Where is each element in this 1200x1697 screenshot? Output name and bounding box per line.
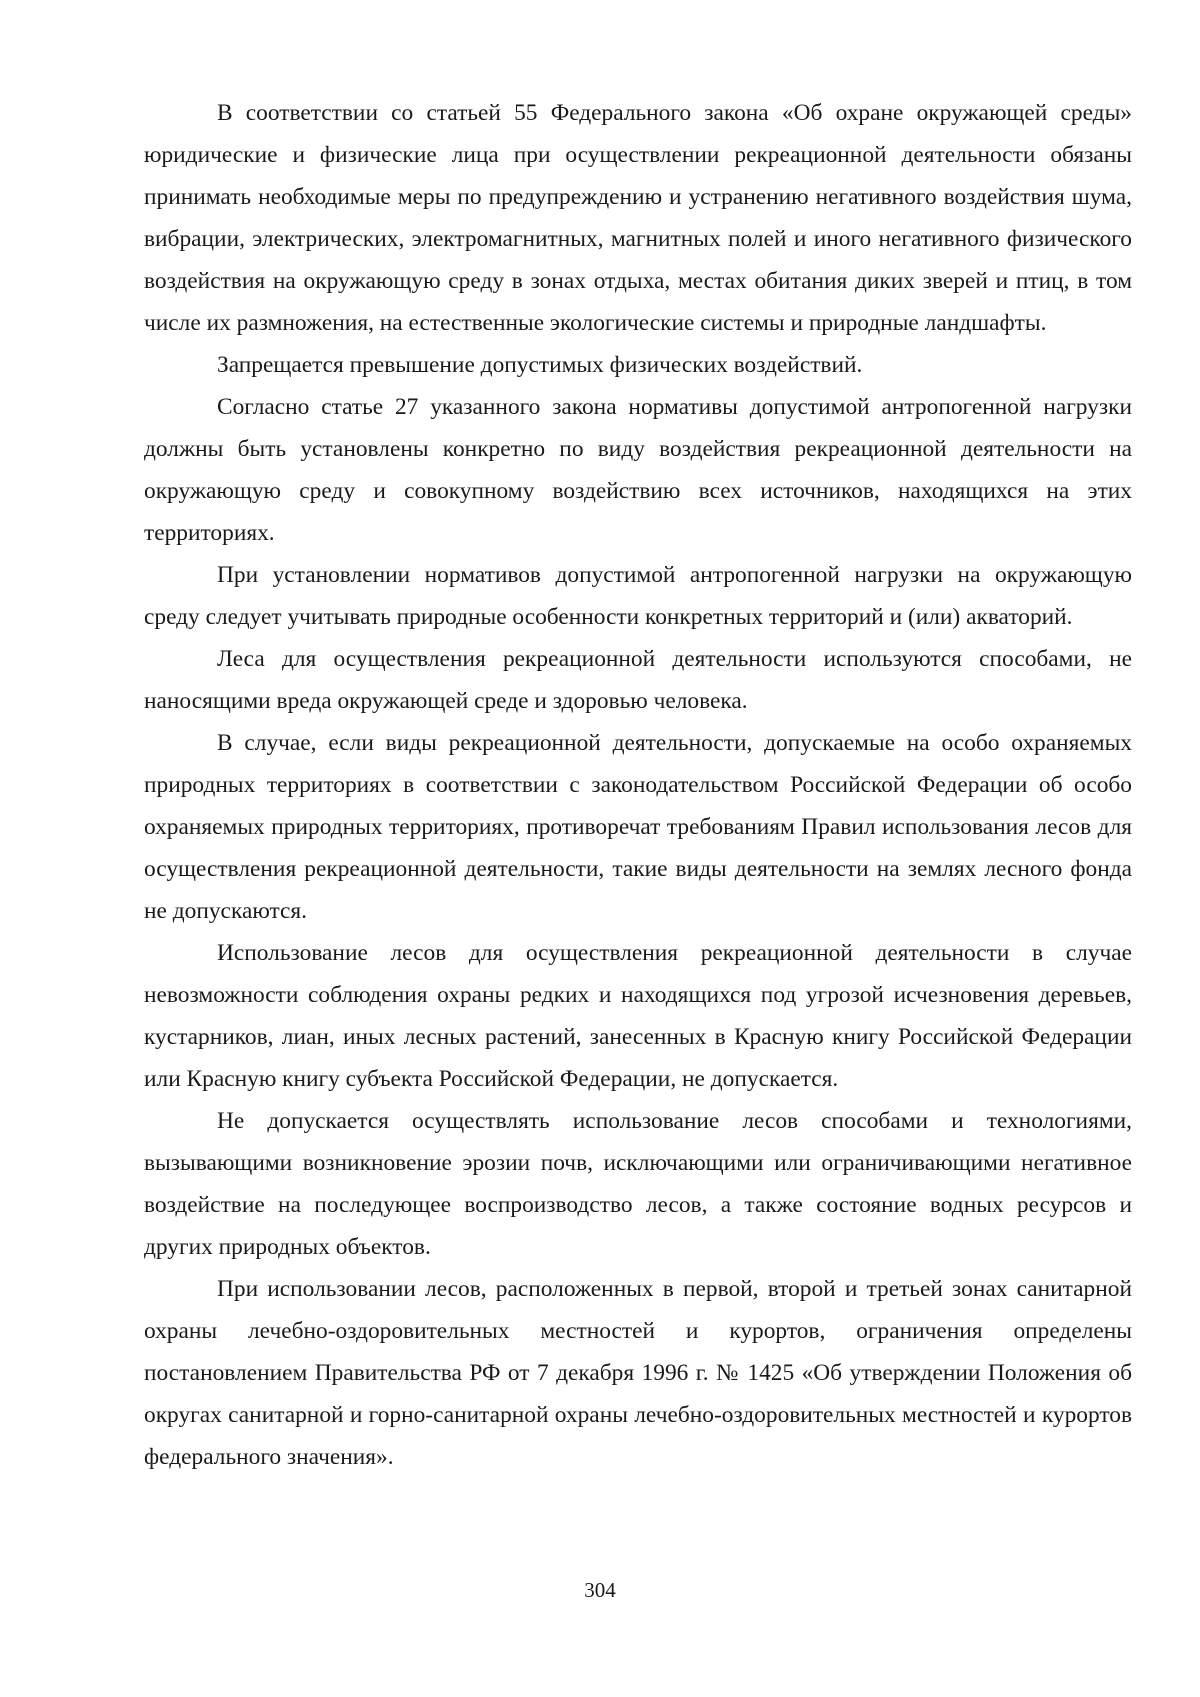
- paragraph-forest-use: Леса для осуществления рекреационной деятельности используются способами, не наносящими вреда окружающей среде и здоровью человека.: [144, 646, 1132, 714]
- paragraph-red-book: Использование лесов для осуществления рекреационной деятельности в случае невозможности соблюдения охраны редких и находящихся под угрозой исчезновения деревьев, кустарников, лиан, иных лесных растений, занесенных в Красную книгу Российской Федерации или Красную книгу субъекта Российской Федерации, не допускается.: [144, 940, 1132, 1092]
- document-body: [144, 92, 1132, 1478]
- paragraph-protected-areas: В случае, если виды рекреационной деятельности, допускаемые на особо охраняемых природных территориях в соответствии с законодательством Российской Федерации об особо охраняемых природных территориях, противоречат требованиям Правил использования лесов для осуществления рекреационной деятельности, такие виды деятельности на землях лесного фонда не допускаются.: [144, 730, 1132, 924]
- paragraph-sanitary-zones: При использовании лесов, расположенных в первой, второй и третьей зонах санитарной охраны лечебно-оздоровительных местностей и курортов, ограничения определены постановлением Правительства РФ от 7 декабря 1996 г. № 1425 «Об утверждении Положения об округах санитарной и горно-санитарной охраны лечебно-оздоровительных местностей и курортов федерального значения».: [144, 1276, 1132, 1470]
- paragraph-article-27: Согласно статье 27 указанного закона нормативы допустимой антропогенной нагрузки должны быть установлены конкретно по виду воздействия рекреационной деятельности на окружающую среду и совокупному воздействию всех источников, находящихся на этих территориях.: [144, 394, 1132, 546]
- paragraph-norms: При установлении нормативов допустимой антропогенной нагрузки на окружающую среду следует учитывать природные особенности конкретных территорий и (или) акваторий.: [144, 562, 1132, 630]
- paragraph-article-55: В соответствии со статьей 55 Федерального закона «Об охране окружающей среды» юридические и физические лица при осуществлении рекреационной деятельности обязаны принимать необходимые меры по предупреждению и устранению негативного воздействия шума, вибрации, электрических, электромагнитных, магнитных полей и иного негативного физического воздействия на окружающую среду в зонах отдыха, местах обитания диких зверей и птиц, в том числе их размножения, на естественные экологические системы и природные ландшафты.: [144, 100, 1132, 336]
- paragraph-prohibition: Запрещается превышение допустимых физических воздействий.: [217, 352, 863, 378]
- paragraph-erosion: Не допускается осуществлять использование лесов способами и технологиями, вызывающими возникновение эрозии почв, исключающими или ограничивающими негативное воздействие на последующее воспроизводство лесов, а также состояние водных ресурсов и других природных объектов.: [144, 1108, 1132, 1260]
- page-number: 304: [584, 1578, 616, 1602]
